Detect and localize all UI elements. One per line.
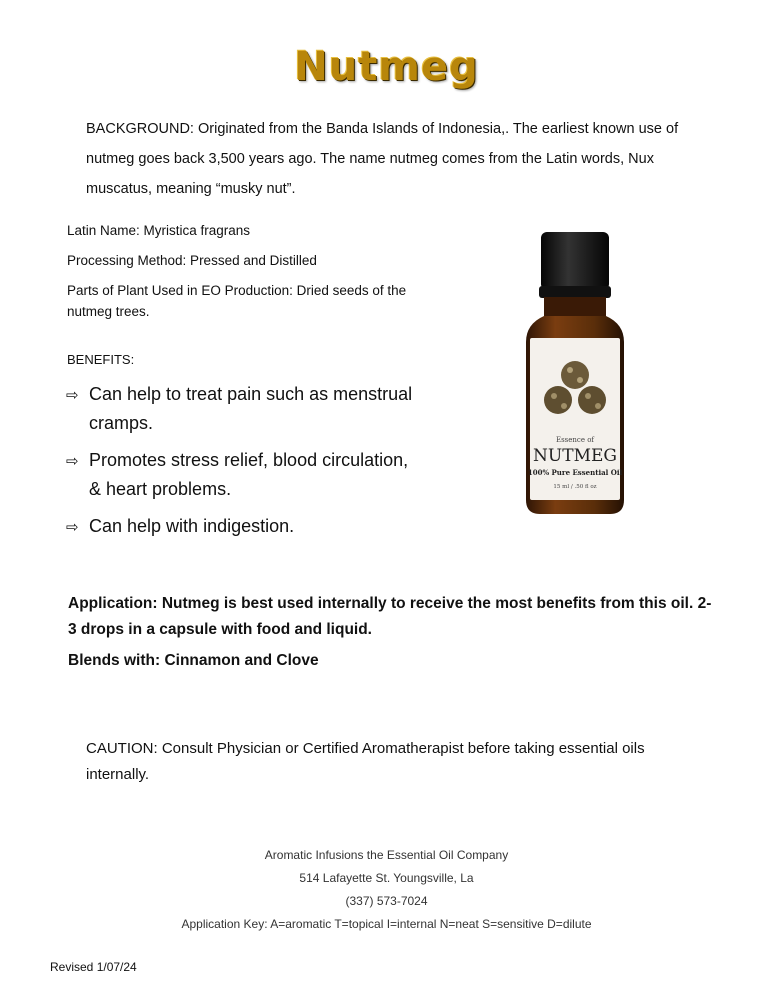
label-volume: 15 ml / .50 fl oz (553, 484, 597, 490)
benefit-text: Can help with indigestion. (89, 516, 295, 536)
list-item (66, 512, 416, 541)
list-item (66, 446, 416, 504)
footer-company: Aromatic Infusions the Essential Oil Company (264, 848, 509, 862)
arrow-right-icon: ⇨ (66, 518, 79, 536)
benefit-text: Can help to treat pain such as menstrual cramps. (89, 384, 413, 433)
essential-oil-bottle-image (520, 230, 630, 520)
footer-phone: (337) 573-7024 (345, 894, 428, 908)
background-paragraph: BACKGROUND: Originated from the Banda Islands of Indonesia,. The earliest known use of nutmeg goes back 3,500 years ago. The name nutmeg comes from the Latin words, Nux muscatus, meaning “musky nut”. (86, 121, 679, 197)
plant-parts: Parts of Plant Used in EO Production: Dried seeds of the nutmeg trees. (67, 283, 407, 319)
facts-section (67, 220, 417, 331)
benefits-heading: BENEFITS: (67, 352, 135, 367)
application-text: Application: Nutmeg is best used internally to receive the most benefits from this oil. 2-3 drops in a capsule with food and liquid. (68, 595, 712, 638)
benefits-list (66, 380, 416, 549)
page-title: Nutmeg (294, 44, 479, 90)
footer-application-key: Application Key: A=aromatic T=topical I=internal N=neat S=sensitive D=dilute (181, 917, 592, 931)
processing-method: Processing Method: Pressed and Distilled (67, 253, 317, 268)
caution-text: CAUTION: Consult Physician or Certified Aromatherapist before taking essential oils internally. (86, 740, 645, 783)
footer-address: 514 Lafayette St. Youngsville, La (299, 871, 474, 885)
label-subtitle: 100% Pure Essential Oil (527, 468, 623, 477)
blends-text: Blends with: Cinnamon and Clove (68, 652, 319, 669)
list-item (66, 380, 416, 438)
footer (0, 844, 773, 936)
arrow-right-icon: ⇨ (66, 452, 79, 470)
arrow-right-icon: ⇨ (66, 386, 79, 404)
label-name: NUTMEG (533, 446, 617, 466)
label-brand: Essence of (555, 436, 595, 444)
benefit-text: Promotes stress relief, blood circulation, & heart problems. (89, 450, 409, 499)
revised-date: Revised 1/07/24 (50, 960, 137, 974)
latin-name: Latin Name: Myristica fragrans (67, 223, 251, 238)
